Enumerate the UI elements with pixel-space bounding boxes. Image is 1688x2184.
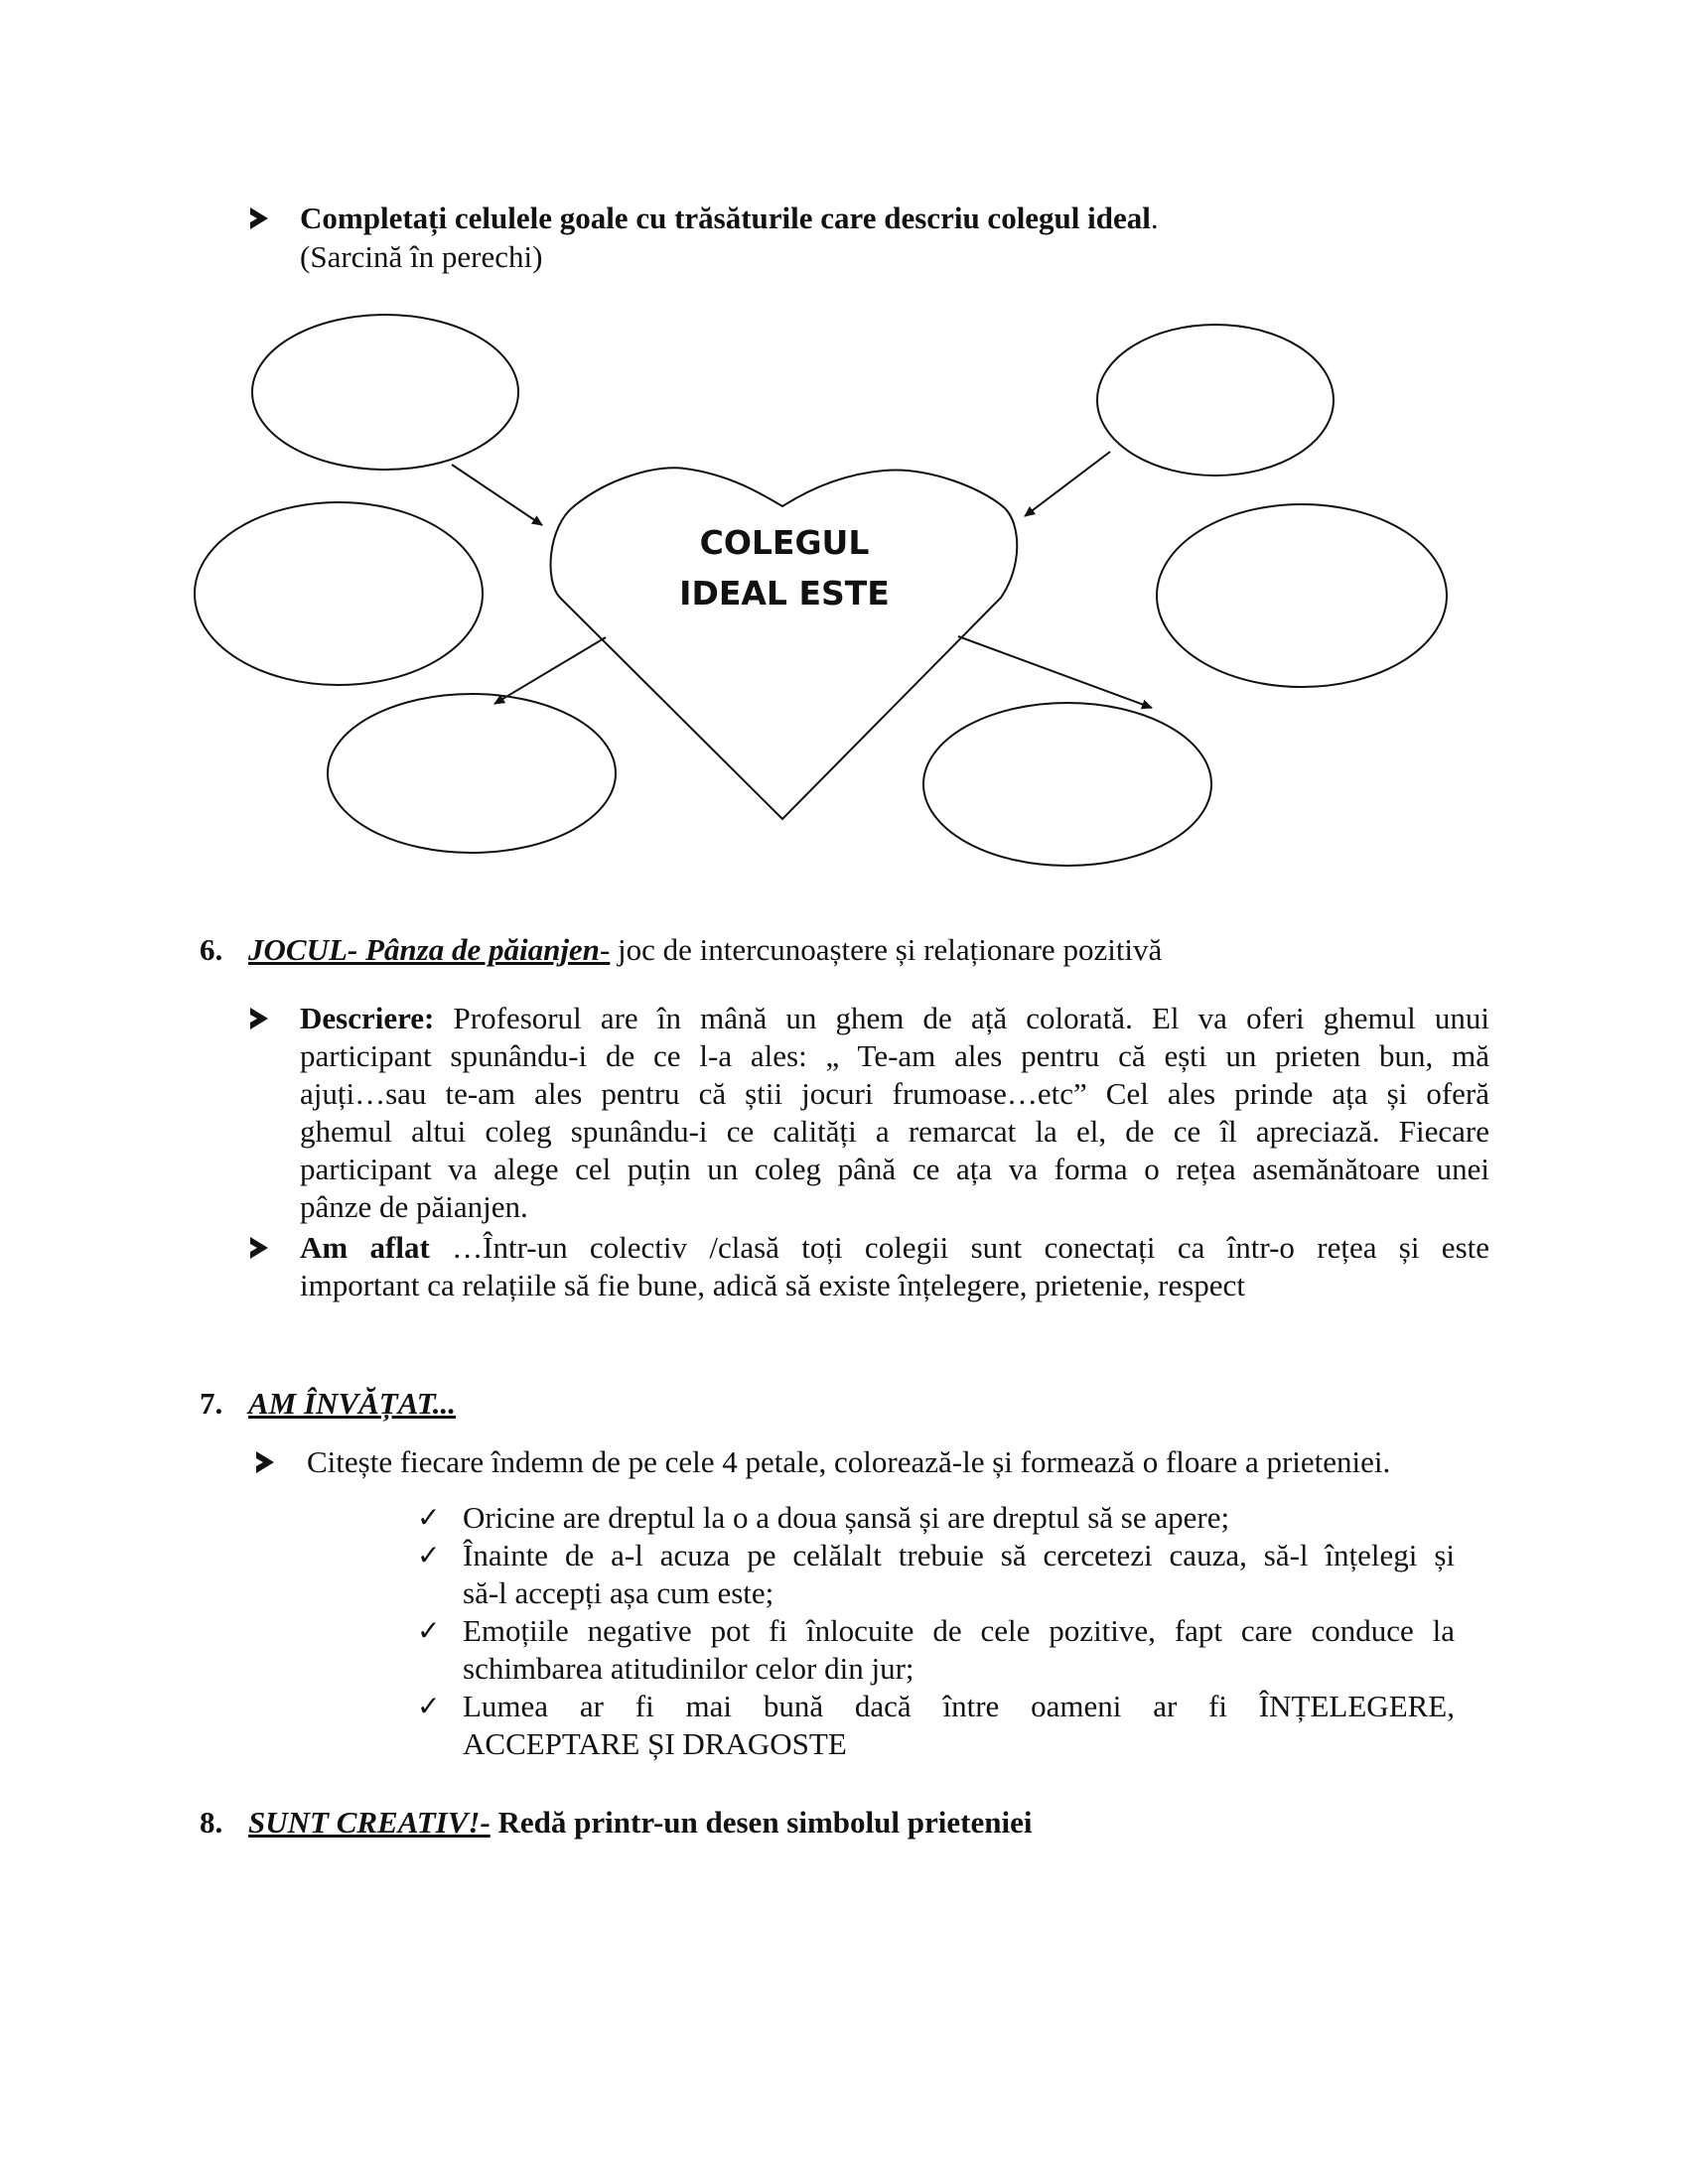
arrow-top-right <box>1025 452 1110 516</box>
task-note: (Sarcină în perechi) <box>300 239 543 274</box>
empty-cell-bottom-right[interactable] <box>923 703 1211 866</box>
learned-label: Am aflat <box>300 1230 430 1265</box>
section-6-title: JOCUL- Pânza de păianjen <box>248 932 600 967</box>
heart-label-line2: IDEAL ESTE <box>679 574 890 613</box>
task-instruction-dot: . <box>1150 201 1159 235</box>
section-8-instruction: Redă printr-un desen simbolul prieteniei <box>490 1805 1033 1840</box>
learned-paragraph: Am aflat …Într-un colectiv /clasă toți colegii sunt conectați ca într-o rețea și este important ca relațiile să fie bune, adică să existe înțelegere, prietenie, respect <box>300 1230 1489 1302</box>
empty-cell-top-right[interactable] <box>1097 325 1334 476</box>
ideal-colleague-diagram <box>0 0 1688 893</box>
arrow-bottom-left <box>494 637 606 704</box>
section-8-heading <box>248 1804 1539 1842</box>
principle-item: ✓ Înainte de a-l acuza pe celălalt trebuie să cercetezi cauza, să-l înțelegi și să-l accepți așa cum este; <box>417 1538 1455 1610</box>
section-8-number: 8. <box>200 1805 223 1840</box>
section-7-number: 7. <box>200 1386 223 1421</box>
section-7-instruction: Citește fiecare îndemn de pe cele 4 petale, colorează-le și formează o floare a prieteniei. <box>307 1444 1391 1479</box>
empty-cell-mid-left[interactable] <box>195 502 483 685</box>
empty-cell-top-left[interactable] <box>252 315 518 470</box>
arrow-bottom-right <box>958 636 1152 708</box>
section-6-heading <box>248 931 1539 969</box>
heart-shape <box>551 468 1018 819</box>
empty-cell-mid-right[interactable] <box>1157 504 1447 687</box>
section-7-title: AM ÎNVĂȚAT... <box>248 1386 457 1421</box>
principles-list <box>417 1499 1455 1763</box>
principle-item: ✓ Emoțiile negative pot fi înlocuite de cele pozitive, fapt care conduce la schimbarea atitudinilor celor din jur; <box>417 1613 1455 1686</box>
checkmark-icon: ✓ <box>417 1690 441 1722</box>
section-6-dash: - <box>599 932 611 967</box>
section-6-number: 6. <box>200 932 223 967</box>
heart-label-line1: COLEGUL <box>699 523 870 562</box>
description-paragraph: Descriere: Profesorul are în mână un ghem de ață colorată. El va oferi ghemul unui participant spunându-i de ce l-a ales: „ Te-am ales pentru că ești un prieten bun, mă ajuți…sau te-am ales pentru că știi jocuri frumoase…etc” Cel ales prinde ața și oferă ghemul altui coleg spunându-i ce calități a remarcat la el, de ce îl apreciază. Fiecare participant va alege cel puțin un coleg până ce ața va forma o rețea asemănătoare unei pânze de păianjen. <box>300 1001 1489 1224</box>
arrow-bullet-icon <box>256 1451 274 1473</box>
checkmark-icon: ✓ <box>417 1501 441 1534</box>
arrow-bullet-icon <box>250 1008 268 1029</box>
arrow-top-left <box>452 465 542 525</box>
arrow-bullet-icon <box>250 1237 268 1259</box>
description-label: Descriere: <box>300 1001 435 1035</box>
principle-item: ✓ Oricine are dreptul la o a doua șansă și are dreptul să se apere; <box>417 1500 1230 1535</box>
section-8-title: SUNT CREATIV!- <box>248 1805 491 1840</box>
principle-item: ✓ Lumea ar fi mai bună dacă între oameni ar fi ÎNȚELEGERE, ACCEPTARE ȘI DRAGOSTE <box>417 1689 1455 1761</box>
section-6-subtitle: joc de intercunoaștere și relaționare pozitivă <box>610 932 1163 967</box>
task-instruction-bold: Completați celulele goale cu trăsăturile care descriu colegul ideal <box>300 201 1151 235</box>
empty-cell-bottom-left[interactable] <box>328 694 616 853</box>
checkmark-icon: ✓ <box>417 1614 441 1647</box>
checkmark-icon: ✓ <box>417 1539 441 1571</box>
